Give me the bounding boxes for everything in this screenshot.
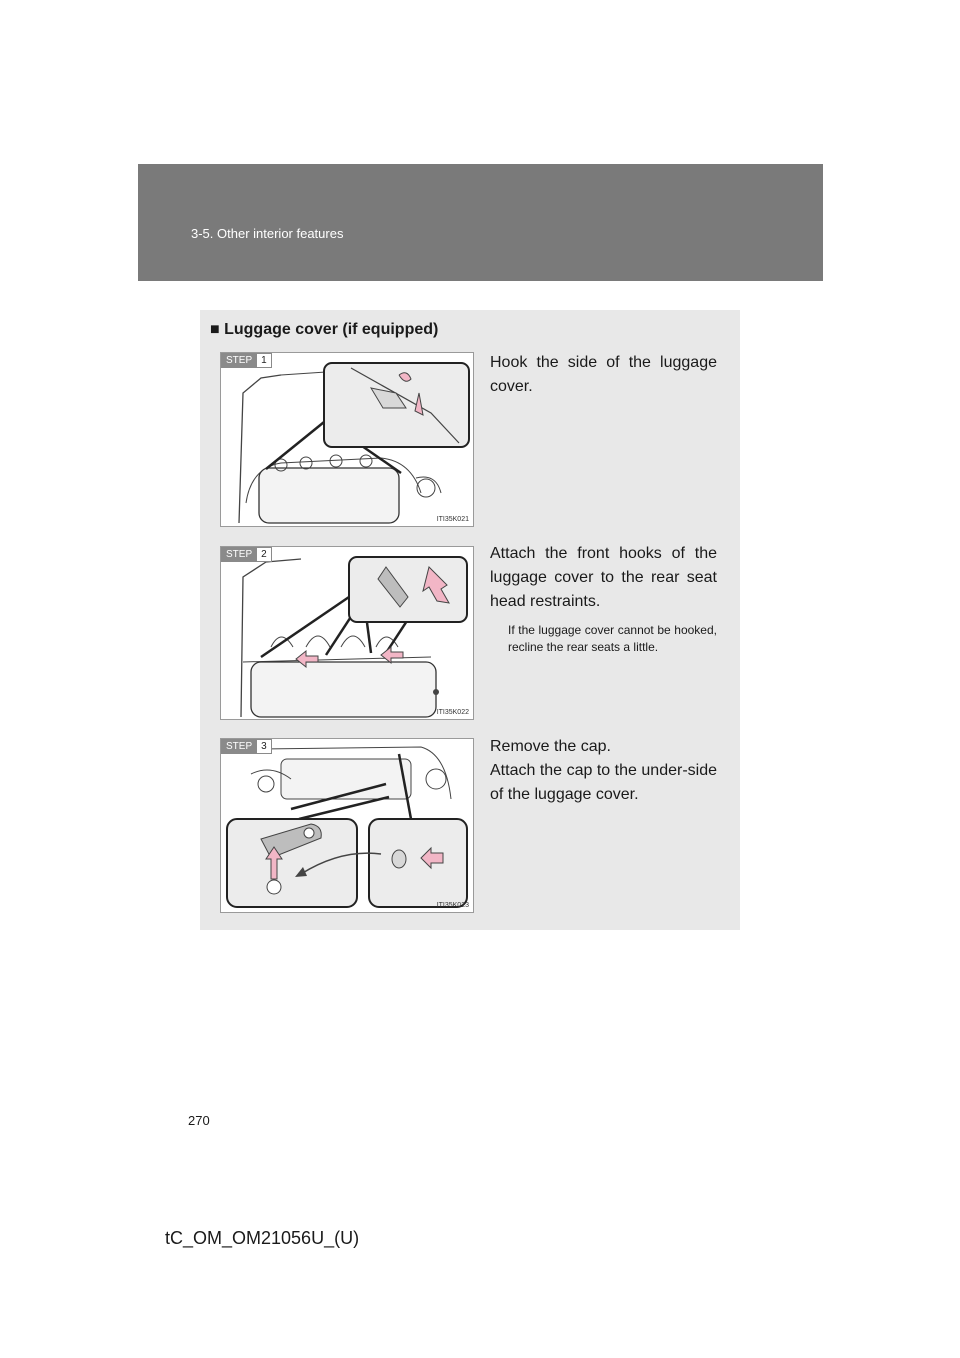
- step-2-text: Attach the front hooks of the luggage cover to the rear seat head restraints.: [490, 545, 717, 610]
- step-3-text: Remove the cap.: [490, 738, 611, 755]
- step-number: 3: [257, 739, 272, 754]
- step-2-note: If the luggage cover cannot be hooked, recline the rear seats a little.: [508, 623, 717, 654]
- step-1-text: Hook the side of the luggage cover.: [490, 354, 717, 395]
- figure-code: ITI35K021: [436, 516, 469, 523]
- document-id: tC_OM_OM21056U_(U): [165, 1228, 360, 1248]
- page-number: 270: [188, 1113, 210, 1128]
- step-label: STEP: [221, 353, 257, 368]
- figure-code: ITI35K022: [436, 709, 469, 716]
- step-badge: [221, 353, 272, 368]
- step-label: STEP: [221, 547, 257, 562]
- step-3-text-2: Attach the cap to the under-side of the luggage cover.: [490, 762, 717, 803]
- step-badge: [221, 739, 272, 754]
- step-3-illustration: [220, 738, 474, 913]
- step-badge: [221, 547, 272, 562]
- step-number: 2: [257, 547, 272, 562]
- header-band: [138, 164, 823, 281]
- front-hooks-illustration: [221, 547, 473, 719]
- cap-illustration: [221, 739, 473, 912]
- luggage-hook-illustration: [221, 353, 473, 526]
- figure-code: ITI35K023: [436, 902, 469, 909]
- step-2-illustration: [220, 546, 474, 720]
- section-header: 3-5. Other interior features: [191, 226, 344, 241]
- step-number: 1: [257, 353, 272, 368]
- step-1-illustration: [220, 352, 474, 527]
- step-label: STEP: [221, 739, 257, 754]
- section-title: ■ Luggage cover (if equipped): [210, 321, 439, 338]
